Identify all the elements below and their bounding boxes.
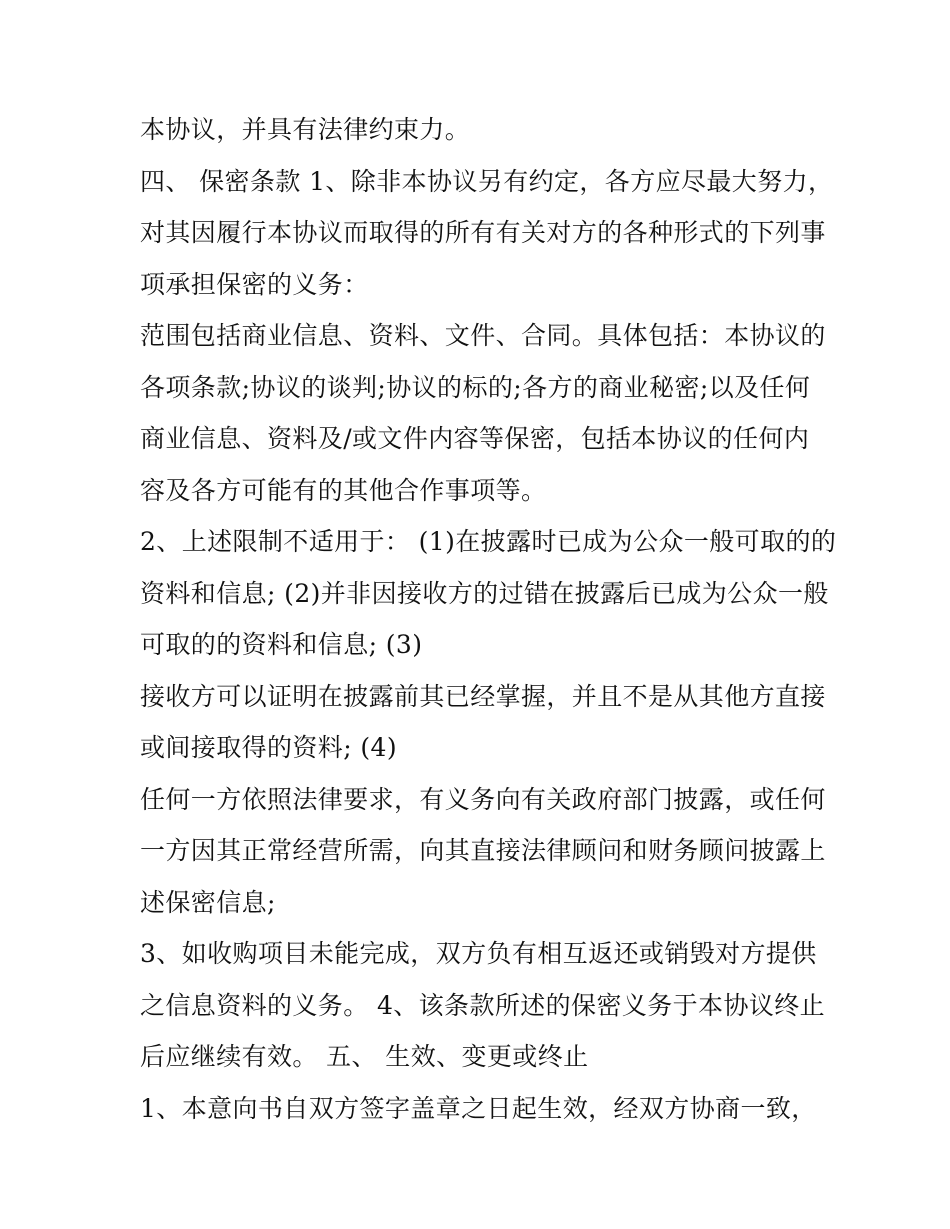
text-line: 项承担保密的义务：	[140, 269, 369, 299]
text-line: 各项条款;协议的谈判;协议的标的;各方的商业秘密;以及任何	[140, 372, 811, 402]
text-line: 接收方可以证明在披露前其已经掌握，并且不是从其他方直接	[140, 681, 826, 711]
text-line: 一方因其正常经营所需，向其直接法律顾问和财务顾问披露上	[140, 836, 826, 865]
text-line: 本协议，并具有法律约束力。	[140, 115, 471, 144]
text-line: 容及各方可能有的其他合作事项等。	[140, 475, 547, 505]
text-line: 后应继续有效。 五、 生效、变更或终止	[140, 1042, 589, 1071]
text-line: 四、 保密条款 1、除非本协议另有约定，各方应尽最大努力，	[140, 166, 834, 196]
text-line: 3、如收购项目未能完成，双方负有相互返还或销毁对方提供	[140, 939, 817, 968]
text-line: 商业信息、资料及/或文件内容等保密，包括本协议的任何内	[140, 424, 810, 453]
text-line: 2、上述限制不适用于： (1)在披露时已成为公众一般可取的的	[140, 527, 837, 556]
text-line: 资料和信息; (2)并非因接收方的过错在披露后已成为公众一般	[140, 578, 829, 608]
text-line: 对其因履行本协议而取得的所有有关对方的各种形式的下列事	[140, 218, 826, 247]
text-line: 或间接取得的资料; (4)	[140, 733, 397, 762]
text-line: 可取的的资料和信息; (3)	[140, 630, 423, 659]
text-line: 范围包括商业信息、资料、文件、合同。具体包括：本协议的	[140, 321, 826, 350]
text-line: 1、本意向书自双方签字盖章之日起生效，经双方协商一致，	[140, 1093, 817, 1123]
document-body	[140, 104, 837, 1134]
text-line: 述保密信息;	[140, 887, 276, 917]
text-line: 任何一方依照法律要求，有义务向有关政府部门披露，或任何	[140, 784, 826, 814]
text-line: 之信息资料的义务。 4、该条款所述的保密义务于本协议终止	[140, 990, 826, 1020]
